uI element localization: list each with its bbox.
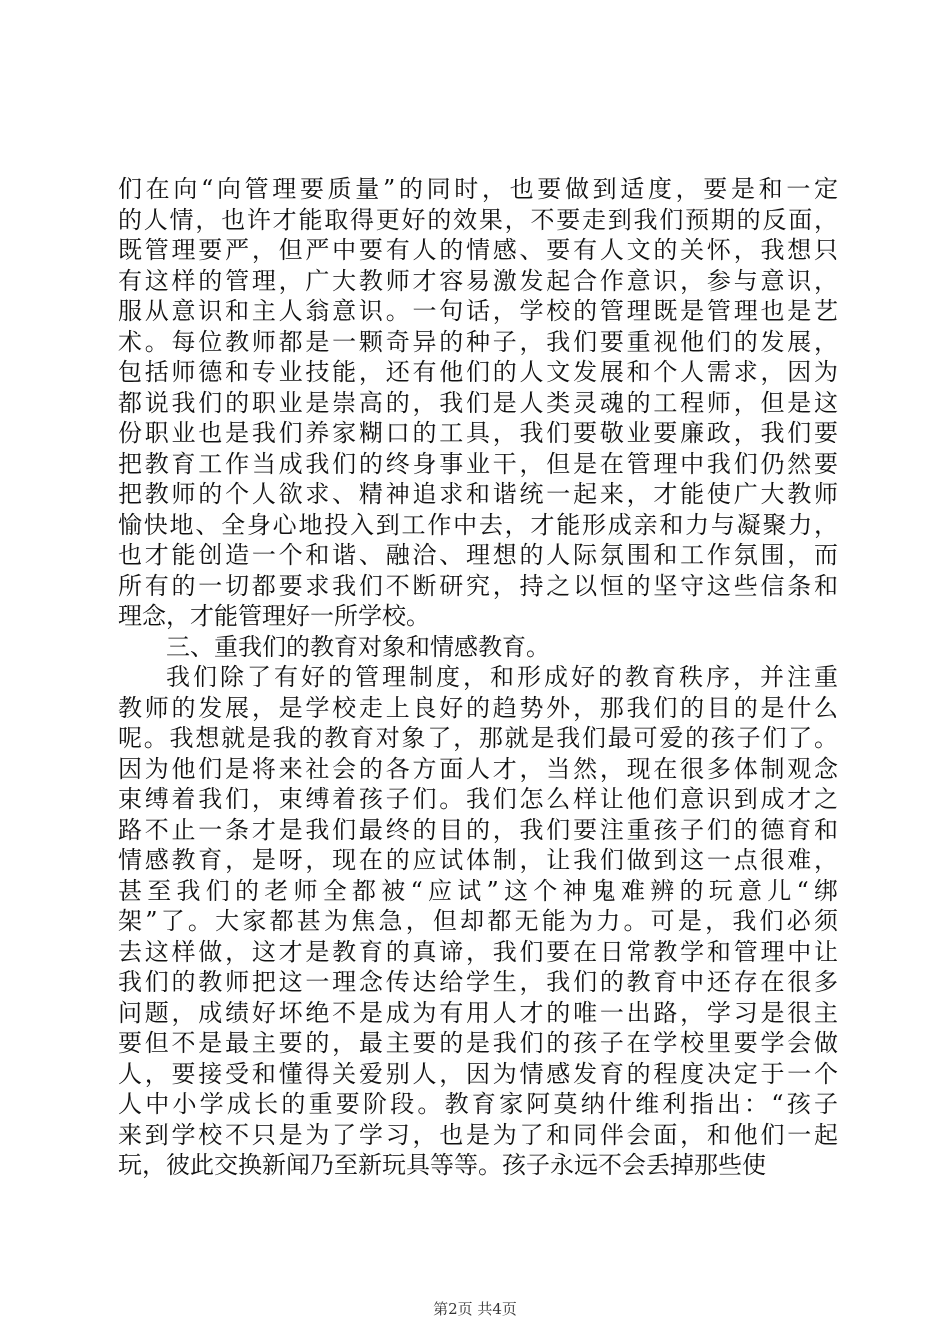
text-line: 来到学校不只是为了学习，也是为了和同伴会面，和他们一起: [118, 1120, 838, 1149]
text-line: 既管理要严，但严中要有人的情感、要有人文的关怀，我想只: [118, 236, 838, 264]
text-line: 术。每位教师都是一颗奇异的种子，我们要重视他们的发展，: [118, 327, 838, 356]
text-line: 要但不是最主要的，最主要的是我们的孩子在学校里要学会做: [118, 1029, 838, 1057]
text-line: 有这样的管理，广大教师才容易激发起合作意识，参与意识，: [118, 266, 838, 295]
text-line: 们在向“向管理要质量”的同时，也要做到适度，要是和一定: [118, 175, 838, 203]
paragraph: [118, 174, 838, 632]
page-footer: 第2页 共4页: [433, 1300, 517, 1318]
text-line: 都说我们的职业是崇高的，我们是人类灵魂的工程师，但是这: [118, 388, 838, 417]
text-line: 包括师德和专业技能，还有他们的人文发展和个人需求，因为: [118, 358, 838, 386]
text-line: 问题，成绩好坏绝不是成为有用人才的唯一出路，学习是很主: [118, 998, 838, 1027]
text-line: 情感教育，是呀，现在的应试体制，让我们做到这一点很难，: [118, 846, 838, 874]
text-line: 理念，才能管理好一所学校。: [118, 602, 430, 630]
paragraph: [118, 662, 838, 1181]
text-line: 人，要接受和懂得关爱别人，因为情感发育的程度决定于一个: [118, 1059, 838, 1088]
text-line: 束缚着我们，束缚着孩子们。我们怎么样让他们意识到成才之: [118, 785, 838, 813]
paragraph: [118, 632, 838, 663]
text-line: 份职业也是我们养家糊口的工具，我们要敬业要廉政，我们要: [118, 419, 838, 447]
text-line: 架”了。大家都甚为焦急，但却都无能为力。可是，我们必须: [118, 907, 838, 935]
text-line: 把教育工作当成我们的终身事业干，但是在管理中我们仍然要: [118, 449, 838, 478]
text-line: 我们的教师把这一理念传达给学生，我们的教育中还存在很多: [118, 968, 838, 996]
text-line: 甚至我们的老师全都被“应试”这个神鬼难辨的玩意儿“绑: [118, 876, 838, 905]
text-line: 教师的发展，是学校走上良好的趋势外，那我们的目的是什么: [118, 693, 838, 722]
text-line: 我们除了有好的管理制度，和形成好的教育秩序，并注重: [166, 663, 838, 691]
text-line: 人中小学成长的重要阶段。教育家阿莫纳什维利指出：“孩子: [118, 1090, 838, 1118]
text-line: 服从意识和主人翁意识。一句话，学校的管理既是管理也是艺: [118, 297, 838, 325]
text-line: 呢。我想就是我的教育对象了，那就是我们最可爱的孩子们了。: [118, 724, 838, 752]
text-line: 三、重我们的教育对象和情感教育。: [166, 632, 550, 661]
text-line: 所有的一切都要求我们不断研究，持之以恒的坚守这些信条和: [118, 571, 838, 600]
text-line: 玩，彼此交换新闻乃至新玩具等等。孩子永远不会丢掉那些使: [118, 1151, 766, 1179]
text-line: 路不止一条才是我们最终的目的，我们要注重孩子们的德育和: [118, 815, 838, 844]
text-line: 去这样做，这才是教育的真谛，我们要在日常教学和管理中让: [118, 937, 838, 966]
text-line: 把教师的个人欲求、精神追求和谐统一起来，才能使广大教师: [118, 480, 838, 508]
text-line: 愉快地、全身心地投入到工作中去，才能形成亲和力与凝聚力，: [118, 510, 838, 539]
body-text: [118, 174, 838, 1181]
text-line: 也才能创造一个和谐、融洽、理想的人际氛围和工作氛围，而: [118, 541, 838, 569]
text-line: 的人情，也许才能取得更好的效果，不要走到我们预期的反面，: [118, 205, 838, 234]
text-line: 因为他们是将来社会的各方面人才，当然，现在很多体制观念: [118, 754, 838, 783]
